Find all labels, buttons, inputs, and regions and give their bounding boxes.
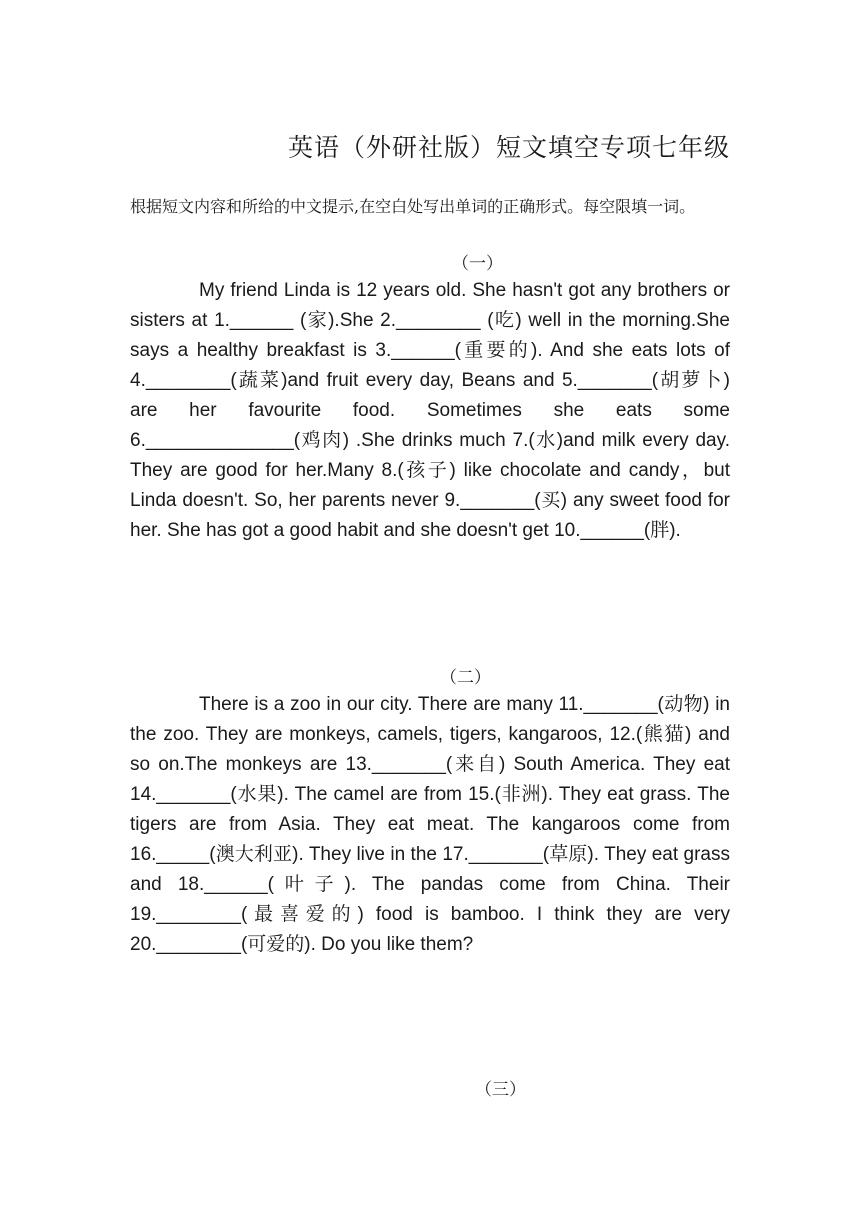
section-heading-1: （一）: [452, 254, 503, 274]
section-heading-2: （二）: [440, 668, 491, 688]
document-title: 英语（外研社版）短文填空专项七年级: [287, 133, 730, 162]
passage-2: There is a zoo in our city. There are many 11._______(动物) in the zoo. They are monkeys, camels, tigers, kangaroos, 12.(熊猫) and so on.The monkeys are 13._______(来自) South America. They eat 14._______(水果). The camel are from 15.(非洲). They eat grass. The tigers are from Asia. They eat meat. The kangaroos come from 16._____(澳大利亚). They live in the 17._______(草原). They eat grass and 18.______(叶子). The pandas come from China. Their 19.________(最喜爱的) food is bamboo. I think they are very 20.________(可爱的). Do you like them?: [130, 694, 730, 955]
instructions: 根据短文内容和所给的中文提示,在空白处写出单词的正确形式。每空限填一词。: [130, 197, 696, 216]
section-heading-3: （三）: [475, 1080, 526, 1100]
passage-1: My friend Linda is 12 years old. She hasn't got any brothers or sisters at 1.______ (家).She 2.________ (吃) well in the morning.She says a healthy breakfast is 3.______(重要的). And she eats lots of 4.________(蔬菜)and fruit every day, Beans and 5._______(胡萝卜) are her favourite food. Sometimes she eats some 6.______________(鸡肉) .She drinks much 7.(水)and milk every day. They are good for her.Many 8.(孩子) like chocolate and candy，but Linda doesn't. So, her parents never 9._______(买) any sweet food for her. She has got a good habit and she doesn't get 10.______(胖).: [130, 280, 730, 541]
